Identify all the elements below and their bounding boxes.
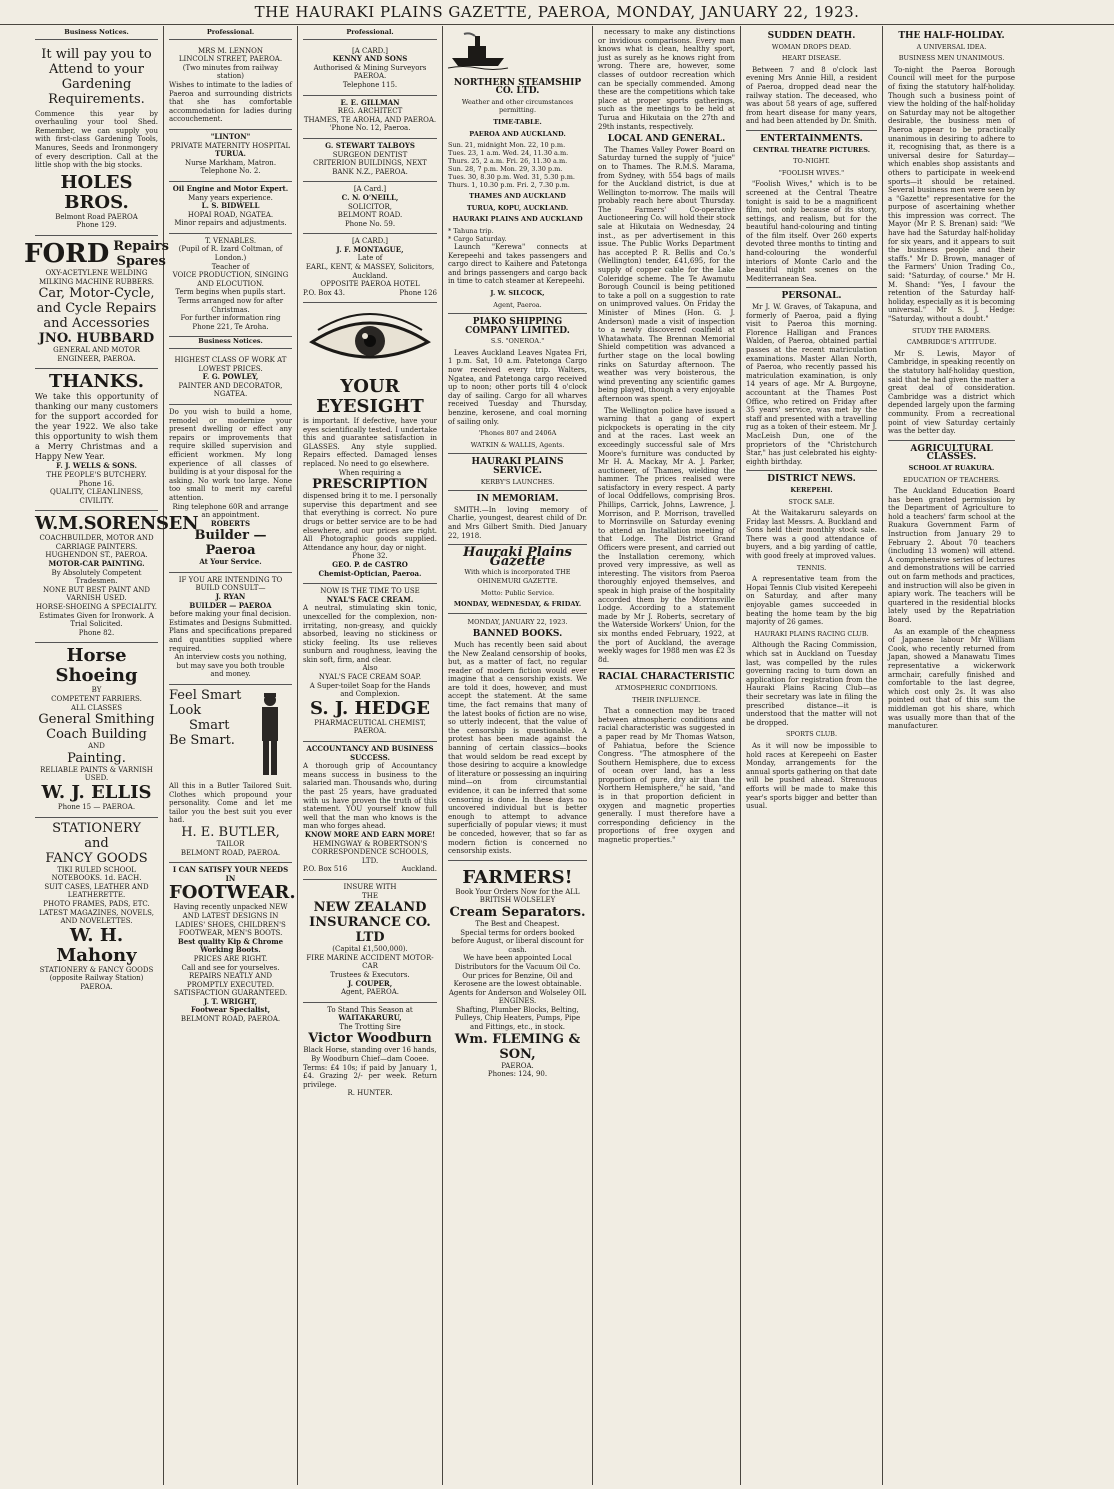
central-theatre: CENTRAL THEATRE PICTURES. (753, 145, 870, 154)
montague-card: [A CARD.] (351, 237, 388, 246)
lennon-body: Wishes to intimate to the ladies of Paeroa and surrounding districts that she has comfortable accommodation for ladies during accouchement. (169, 80, 292, 124)
garden-body: Commence this year by overhauling your tool Shed. Remember, we can supply you with first-class Gardening Tools, Manures, Seeds and Ironmongery of every description. Call at the little shop with the big stocks. (35, 109, 158, 170)
influence: THEIR INFLUENCE. (632, 695, 701, 704)
insure: INSURE WITH (343, 882, 397, 891)
feel-smart: Feel Smart (169, 688, 242, 703)
holes-bros-ad (35, 44, 158, 236)
gentleman-illustration (250, 690, 290, 780)
be-smart: Be Smart. (169, 733, 235, 748)
bidwell-repairs: Minor repairs and adjustments. (174, 219, 287, 228)
sorensen-phone: Phone 82. (78, 628, 115, 637)
castro-sub: Chemist-Optician, Paeroa. (318, 568, 422, 578)
column-5 (593, 26, 741, 1485)
oneill-phone: Phone No. 59. (344, 219, 396, 228)
kenny-card: [A CARD.] (351, 46, 388, 55)
venables-name: T. VENABLES. (204, 236, 257, 245)
farmers: FARMERS! (462, 866, 573, 888)
couper-sub: Agent, PAEROA. (341, 988, 399, 997)
venables-terms: Term begins when pupils start. Terms arranged now for after Christmas. (175, 288, 286, 314)
cambridge: CAMBRIDGE'S ATTITUDE. (906, 338, 997, 347)
footwear-body: Having recently unpacked NEW AND LATEST DESIGNS IN LADIES' SHOES, CHILDREN'S FOOTWEAR, MEN'S BOOTS. (173, 903, 288, 938)
lennon-address: LINCOLN STREET, PAEROA. (178, 55, 283, 64)
gillman-sub: REG. ARCHITECT (337, 107, 403, 116)
tahuna-note: * Tahuna trip. (448, 226, 494, 235)
universal: A UNIVERSAL IDEA. (916, 42, 987, 51)
trotting: The Trotting Sire (339, 1022, 401, 1031)
roberts-ad (169, 405, 292, 573)
hedge-sub: PHARMACEUTICAL CHEMIST, PAEROA. (314, 718, 426, 736)
build-body: Do you wish to build a home, remodel or modernize your present dwelling or effect any repairs or improvements that require skilled supervision and efficient workmen. My long experience of all classes of building is at your disposal for the asking. No work too large. None too small to merit my careful attention. (169, 407, 292, 502)
satisfaction: SATISFACTION GUARANTEED. (173, 989, 288, 998)
ford-wordmark: FORD (24, 238, 110, 269)
foolish-body: "Foolish Wives," which is to be screened at the Central Theatre tonight is said to be a magnificent film, not only because of its story, settings, and realism, but for the beautiful hand-colouring and tinting of the film itself. Over 260 experts devoted three months to tinting and hand-colouring the wonderful interiors of Monte Carlo and the beautiful night scenes on the Mediterranean Sea. (746, 180, 877, 283)
the: THE (362, 891, 378, 900)
banned-body: Much has recently been said about the New Zealand censorship of books, but, as a matter of fact, no regular reader of modern fiction would ever imagine that a censorship exists. We are told it does, however, and must accept the statement. At the same time, the fact remains that many of the latest books of fiction are no wise, so utterly indecent, that the value of the censorship is questionable. A protest has been made against the banning of certain classics—books that would seldom be read except by those desiring to acquire a knowledge of literature or possessing an inquiring mind—on from circumstantial evidence, it can be inferred that some censoring is done. In these days no uncovered individual but is better enough to attempt to advance superficially of popular views; it must be conceded, however, that so far as modern fiction is concerned no censorship exists. (448, 640, 587, 856)
study-farmers: STUDY THE FARMERS. (912, 326, 991, 335)
section-header: Business Notices. (35, 28, 158, 40)
stand: To Stand This Season at (327, 1005, 413, 1014)
gazette-sub: With which is incorporated THE OHINEMURI GAZETTE. (464, 568, 571, 585)
powley-ad (169, 353, 292, 405)
butler-body: All this in a Butler Tailored Suit. Clothes which propound your personality. Come and let me tailor you the best suit you ever had. (169, 782, 292, 825)
sorensen-line: HUGHENDON ST., PAEROA. (45, 551, 148, 560)
bidwell-name: L. S. BIDWELL (201, 201, 260, 211)
racial-heading: RACIAL CHARACTERISTIC (598, 672, 735, 683)
kenny-ad (303, 44, 437, 96)
northern-steamship: NORTHERN STEAMSHIP CO. LTD. (453, 77, 582, 97)
prescription-body: dispensed bring it to me. I personally supervise this department and see that everything is correct. No pure drugs or better service are to be had elsewhere, and our prices are right. All Photographic goods supplied. Attendance any hour, day or night. (303, 492, 437, 552)
repairs: REPAIRS NEATLY AND PROMPTLY EXECUTED. (186, 972, 275, 989)
terms: Terms: £4 10s; if paid by January 1, £4. Grazing 2/- per week. Return privilege. (303, 1063, 437, 1089)
stock-sale: STOCK SALE. (788, 497, 835, 506)
ellis-ad (35, 643, 158, 817)
shafting: Shafting, Plumber Blocks, Belting, Pulleys, Chip Heaters, Pumps, Pipe and Fittings, etc., in stock. (454, 1005, 581, 1032)
route-turua: TURUA, KOPU, AUCKLAND. (466, 203, 569, 212)
foolish-title: "FOOLISH WIVES." (778, 168, 845, 177)
stationery-and: and (84, 835, 109, 851)
sports-club: SPORTS CLUB. (785, 730, 838, 739)
ruakura: SCHOOL AT RUAKURA. (908, 463, 995, 472)
distributors: We have been appointed Local Distributors for the Vacuum Oil Co. (454, 954, 581, 971)
nz-insurance-1: NEW ZEALAND (313, 900, 427, 916)
castro-name: GEO. P. de CASTRO (332, 559, 408, 569)
atmospheric: ATMOSPHERIC CONDITIONS. (615, 683, 718, 692)
car-line: Car, Motor-Cycle, (38, 286, 155, 302)
tennis: TENNIS. (796, 563, 827, 572)
ryan-name: J. RYAN (215, 592, 246, 602)
schedule-row: Sun. 21, midnight Mon. 22, 10 p.m. (448, 141, 566, 150)
know-more: KNOW MORE AND EARN MORE! (304, 829, 436, 839)
gillman-phone: 'Phone No. 12, Paeroa. (329, 124, 411, 133)
hubbard-ad (24, 236, 169, 369)
montague-box: P.O. Box 43. (303, 288, 345, 297)
satisfy: I CAN SATISFY YOUR NEEDS IN (172, 865, 289, 883)
powley-name: F. G. POWLEY, (202, 372, 259, 382)
schedule-row: Thurs. 1, 10.30 p.m. Fri. 2, 7.30 p.m. (448, 181, 570, 190)
car-line: and Accessories (43, 316, 150, 332)
sorensen-line: COACHBUILDER, MOTOR AND (39, 534, 154, 543)
victor-name: Victor Woodburn (308, 1031, 432, 1047)
woman-drops: WOMAN DROPS DEAD. (771, 42, 852, 51)
coach-building: Coach Building (46, 727, 147, 743)
wells-quality: QUALITY, CLEANLINESS, CIVILITY. (49, 488, 144, 505)
linton-sub: PRIVATE MATERNITY HOSPITAL (170, 141, 291, 150)
butler-name: H. E. BUTLER, (181, 824, 280, 840)
victor-ad (303, 1003, 437, 1103)
sorensen-line: CARRIAGE PAINTERS. (55, 542, 138, 551)
gillman-address: THAMES, TE AROHA, AND PAEROA. (303, 115, 437, 124)
and: AND (88, 742, 105, 751)
holes-bros-name: HOLES BROS. (60, 171, 133, 213)
montague-late: Late of (357, 254, 383, 263)
nyal-soap: NYAL'S FACE CREAM SOAP. (318, 673, 422, 682)
banned-heading: BANNED BOOKS. (472, 629, 563, 640)
kenny-name: KENNY AND SONS (332, 54, 408, 64)
half-holiday-heading: THE HALF-HOLIDAY. (898, 31, 1005, 41)
venables-pupil: (Pupil of R. Izard Coltman, of London.) (178, 245, 283, 263)
wells-ad (35, 369, 158, 511)
garden-line: Requirements. (48, 91, 145, 107)
couper-name: J. COUPER, (347, 978, 393, 988)
bidwell-address: HOPAI ROAD, NGATEA. (187, 210, 274, 219)
kenny-sub: Authorised & Mining Surveyors PAEROA. (313, 63, 427, 81)
racial-body: That a connection may be traced between atmospheric conditions and racial characteristic was suggested in a paper read by Mr Thomas Watson, of Pahiatua, before the Science Congress. "The atmosphere of the Southern Hemisphere, due to excess of ocean over land, has a less proportion of pure, dry air than the Northern Hemisphere," he said, "and is in that proportion deficient in oxygen and magnetic properties generally. I must therefore have a corresponding deficiency in the proportions of free oxygen and magnetic properties." (598, 707, 735, 845)
fleming-name: Wm. FLEMING & SON, (454, 1031, 581, 1062)
cambridge-body: Mr S. Lewis, Mayor of Cambridge, in speaking recently on the statutory half-holiday question, said that he had given the matter a great deal of consideration. Cambridge was a district which depended largely upon the farming community. From a recreational point of view Saturday certainly was the better day. (888, 349, 1015, 436)
silcock: J. W. SILCOCK, (490, 288, 545, 297)
motor-painting: MOTOR-CAR PAINTING. (48, 559, 145, 569)
piako-body: Leaves Auckland Leaves Ngatea Fri, 1 p.m. Sat, 10 a.m. Patetonga Cargo now received every trip. Walters, Ngatea, and Patetonga cargo received up to noon; other ports till 4 o'clock day of sailing. Cargo for all wharves received Tuesday and Thursday, benzine, kerosene, and coal morning of sailing only. (448, 348, 587, 426)
hemingway-ad (303, 742, 437, 880)
hps-heading: HAURAKI PLAINS SERVICE. (471, 457, 564, 476)
oneill-card: [A Card.] (353, 185, 387, 194)
garden-line: It will pay you to (41, 46, 152, 62)
piako-phones: 'Phones 807 and 2406A (478, 429, 557, 438)
by: BY (91, 686, 102, 695)
mahony-opp: (opposite Railway Station) (49, 974, 144, 983)
unanimous: BUSINESS MEN UNANIMOUS. (898, 54, 1005, 63)
talboys-sub: SURGEON DENTIST (332, 150, 408, 159)
montague-ad (303, 234, 437, 303)
tradesmen: By Absolutely Competent Tradesmen. (51, 568, 142, 586)
lennon-note: (Two minutes from railway station) (182, 63, 279, 81)
steamship-icon (448, 30, 508, 70)
gazette-logo: Hauraki Plains Gazette (463, 545, 572, 569)
prices-right: PRICES ARE RIGHT. (193, 954, 268, 963)
nyal-cream: NYAL'S FACE CREAM. (326, 594, 414, 604)
painting: Painting. (67, 750, 126, 766)
hubbard-name: JNO. HUBBARD (38, 331, 155, 347)
soap-body: A Super-toilet Soap for the Hands and Complexion. (309, 681, 431, 699)
ellis-name: W. J. ELLIS (41, 781, 152, 803)
nurse: Nurse Markham, Matron. Telephone No. 2. (184, 158, 277, 176)
ford-spares: Spares (116, 253, 166, 269)
now-time: NOW IS THE TIME TO USE (320, 587, 420, 596)
wright-ad (169, 863, 296, 1029)
insurance-ad (303, 880, 437, 1003)
mahony-sub: STATIONERY & FANCY GOODS (39, 965, 154, 974)
section-header: Business Notices. (169, 337, 292, 349)
car-line: and Cycle Repairs (36, 301, 157, 317)
venables-teacher: Teacher of (211, 262, 250, 271)
district-heading: DISTRICT NEWS. (767, 474, 856, 485)
garden-line: Gardening (61, 76, 132, 92)
venables-info: For further information ring Phone 221, Te Aroha. (180, 314, 281, 331)
kerepehi: KEREPEHI. (790, 485, 833, 494)
also: Also (362, 664, 378, 673)
montague-firm: EARL, KENT, & MASSEY, Solicitors, Auckland. (305, 263, 435, 280)
ford-line: MILKING MACHINE RUBBERS. (38, 277, 155, 286)
photo-frames: PHOTO FRAMES, PADS, ETC. (43, 899, 150, 908)
oneill-ad (303, 182, 437, 234)
column-4 (443, 26, 593, 1485)
castro-phone: Phone 32. (352, 552, 388, 561)
schedule-row: Tues. 30, 8.30 p.m. Wed. 31, 5.30 p.m. (448, 173, 575, 182)
linton-name: "LINTON" (210, 131, 251, 141)
suit-cases: SUIT CASES, LEATHER AND LEATHERETTE. (44, 882, 149, 900)
tiki: TIKI RULED SCHOOL NOTEBOOKS. 1d. EACH. (51, 865, 142, 883)
accountancy: ACCOUNTANCY AND BUSINESS SUCCESS. (306, 744, 434, 762)
route-hauraki: HAURAKI PLAINS AND AUCKLAND (452, 215, 583, 224)
butler-tailor: TAILOR (216, 839, 245, 848)
montague-opp: OPPOSITE PAEROA HOTEL (320, 280, 420, 289)
mahony-ad (35, 818, 158, 997)
tennis-body: A representative team from the Hopai Tennis Club visited Kerepeehi on Saturday, and after many enjoyable games succeeded in beating the home team by the big majority of 26 games. (746, 575, 877, 627)
hedge-name: S. J. HEDGE (310, 697, 430, 719)
stationery: STATIONERY (52, 820, 141, 836)
all-classes: ALL CLASSES (70, 703, 122, 712)
ryan-interview: An interview costs you nothing, but may save you both trouble and money. (174, 653, 287, 679)
launch-body: Launch "Kerewa" connects at Kerepeehi and takes passengers and cargo direct to Kaihere and Patetonga and brings passengers and cargo back in time to catch steamer at Kerepeehi. (448, 242, 587, 286)
linton-ad (169, 130, 292, 182)
oil-engine: Oil Engine and Motor Expert. (172, 183, 289, 193)
sport-article: necessary to make any distinctions or invidious comparisons. Every man knows what is clean, healthy sport, just as surely as he knows right from wrong. There are, however, some classes of outdoor recreation which can be specially commended. Among these are the competitions which take place at proper sports gatherings, such as the meetings to be held at Turua and Hikutaia on the 27th and 29th instants, respectively. (598, 28, 735, 131)
ring: Ring telephone 60R and arrange an appointment. (172, 502, 289, 520)
none-but: NONE BUT BEST PAINT AND VARNISH USED. (43, 585, 150, 603)
general-smithing: General Smithing (38, 712, 155, 728)
horse-shoeing-speciality: HORSE-SHOEING A SPECIALITY. (35, 603, 158, 612)
dateline: MONDAY, JANUARY 22, 1923. (467, 617, 568, 626)
wright-sub: Footwear Specialist, (190, 1005, 271, 1015)
sudden-body: Between 7 and 8 o'clock last evening Mrs Annie Hill, a resident of Paeroa, dropped dead near the railway station. The deceased, who was about 58 years of age, suffered from heart disease for many years, and had been attended by Dr. Smith. (746, 65, 877, 126)
waitakaruru: WAITAKARURU, (338, 1013, 402, 1023)
mahony-town: PAEROA. (80, 982, 113, 991)
cream-separators: Cream Separators. (449, 904, 586, 920)
turua: TURUA. (215, 149, 246, 159)
weather: Weather and other circumstances permitting. (461, 97, 574, 115)
piako-heading: PIAKO SHIPPING COMPANY LIMITED. (465, 317, 570, 336)
oneill-name: C. N. O'NEILL, (341, 192, 399, 202)
garden-line: Attend to your (48, 61, 145, 77)
wright-address: BELMONT ROAD, PAEROA. (180, 1015, 281, 1024)
accountancy-body: A thorough grip of Accountancy means success in business to the salaried man. Thousands who, during the past 25 years, have graduated with us have proven the truth of this statement. YOU yourself know full well that the man who knows is the man who forges ahead. (303, 762, 437, 831)
butler-address: BELMONT ROAD, PAEROA. (180, 848, 281, 857)
call: Call and see for yourselves. (181, 963, 280, 972)
ryan-before: before making your final decision. (169, 610, 292, 619)
castro-ad (303, 303, 437, 584)
half-body: To-night the Paeroa Borough Council will meet for the purpose of fixing the statutory half-holiday. Though such a business point of view the holding of the half-holiday on Saturday may not be altogether desirable, the business men of Paeroa appear to be practically unanimous in desiring to adhere to it, recognising that, as there is a universal desire for Saturday—which enables shop assistants and others to participate in week-end sports—it should be retained. Several business men were seen by a "Gazette" representative for the purpose of ascertaining whether this impression was correct. The Mayor (Mr P. S. Brenan) said: "We have had the Saturday half-holiday for six years, and it appears to suit the business people and their staffs." Mr D. Brown, manager of the Farmers' Union Trading Co., said: "Saturday, of course." Mr H. M. Shand: "Yes, I favour the retention of the Saturday half-holiday, especially as it is becoming universal." Mr S. J. Hedge: "Saturday, without a doubt." (888, 65, 1015, 323)
stock-body: At the Waitakaruru saleyards on Friday last Messrs. A. Buckland and Sons held their monthly stock sale. There was a good attendance of buyers, and a big yarding of cattle, with good freely at improved values. (746, 509, 877, 561)
holes-bros-phone: Phone 129. (76, 221, 117, 230)
hedge-ad (303, 584, 437, 742)
wells-name: F. J. WELLS & SONS. (56, 461, 137, 471)
roberts-name: ROBERTS (210, 518, 251, 528)
oneill-sub: SOLICITOR, (348, 202, 392, 211)
fancy-goods: FANCY GOODS (45, 850, 148, 866)
wells-phone: Phone 16. (78, 479, 115, 488)
bidwell-ad (169, 182, 292, 234)
ryan-builder: BUILDER — PAEROA (189, 600, 272, 610)
prescription: PRESCRIPTION (312, 477, 428, 493)
sports-body: As it will now be impossible to hold races at Kerepeehi on Easter Monday, arrangements for the annual sports gathering on that date will be pushed ahead. Strenuous efforts will be made to make this year's sports bigger and better than usual. (746, 741, 877, 811)
kenny-phone: Telephone 115. (342, 80, 398, 89)
look: Look (169, 703, 202, 718)
reliable: RELIABLE PAINTS & VARNISH USED. (40, 765, 153, 783)
oneroa: S.S. "ONEROA." (490, 337, 545, 346)
sire: By Woodburn Chief—dam Cooee. (311, 1055, 429, 1064)
roberts-builder: Builder — Paeroa (194, 528, 267, 559)
lennon-name: MRS M. LENNON (198, 46, 263, 55)
special-terms: Special terms for orders booked before August, or liberal discount for cash. (451, 928, 584, 954)
local-heading: LOCAL AND GENERAL. (607, 134, 726, 145)
education: EDUCATION OF TEACHERS. (903, 475, 1000, 484)
latest-magazines: LATEST MAGAZINES, NOVELS, AND NOVELETTES. (39, 908, 154, 926)
ryan-ad (169, 573, 292, 685)
eye-illustration (308, 310, 432, 370)
days: MONDAY, WEDNESDAY, & FRIDAY. (453, 600, 582, 609)
column-7 (883, 26, 1020, 1485)
watkin: WATKIN & WALLIS, Agents. (470, 440, 565, 449)
tonight: TO-NIGHT. (793, 157, 830, 166)
thanks-body: We take this opportunity of thanking our many customers for the support accorded for the year 1922. We also take this opportunity to wish them a Merry Christmas and a Happy New Year. (35, 392, 158, 462)
ford-line: OXY-ACETYLENE WELDING (45, 268, 148, 277)
sorensen-name: W.M.SORENSEN (35, 513, 199, 535)
gillman-name: E. E. GILLMAN (340, 97, 400, 107)
heart-disease: HEART DISEASE. (781, 54, 842, 63)
column-2 (164, 26, 298, 1485)
fire-marine: FIRE MARINE ACCIDENT MOTOR-CAR (306, 953, 434, 971)
talboys-address: CRITERION BUILDINGS, NEXT BANK N.Z., PAEROA. (313, 159, 427, 176)
agri-body: The Auckland Education Board has been granted permission by the Department of Agriculture to hold a teachers' farm school at the Ruakura Government Farm of Instruction from January 29 to February 2. About 70 teachers (including 13 women) will attend. A comprehensive series of lectures and demonstrations will be carried out on farm methods and practices, and instruction will also be given in apiary work. The teachers will be quartered in the residential blocks lately used by the Repatriation Board. (888, 487, 1015, 624)
route-thames: THAMES AND AUCKLAND (469, 192, 566, 201)
montague-phone: Phone 126 (399, 288, 437, 297)
memoriam-body: SMITH.—In loving memory of Charlie, youngest, dearest child of Dr. and Mrs Gilbert Smith. Died January 22, 1918. (448, 505, 587, 540)
holes-bros-address: Belmont Road PAEROA (55, 212, 138, 221)
gillman-ad (303, 96, 437, 139)
trustees: Trustees & Executors. (330, 970, 410, 979)
thanks-heading: THANKS. (48, 371, 145, 393)
cheap-body: As an example of the cheapness of Japanese labour Mr William Cook, who recently returned from Japan, showed a Manawatu Times representative a wickerwork armchair, carefully finished and comfortable to the last degree, which cost only 2s. It was also pointed out that of this sum the middleman got his share, which was usually more than that of the manufacturer. (888, 627, 1015, 731)
capital: (Capital £1,500,000). (332, 945, 408, 954)
mahony-name: W. H. Mahony (56, 924, 137, 966)
schedule-row: Tues. 23, 1 a.m. Wed. 24, 11.30 a.m. (448, 149, 569, 158)
horse-desc: Black Horse, standing over 16 hands, (303, 1046, 437, 1055)
butler-ad (169, 685, 292, 863)
estimates: Estimates Given for Ironwork. A Trial Solicited. (39, 611, 154, 629)
eyesight-body: is important. If defective, have your eyes scientifically tested. I undertake this and guarantee satisfaction in GLASSES. Any style supplied. Repairs effected. Damaged lenses replaced. No need to go elsewhere. (303, 417, 437, 468)
sudden-heading: SUDDEN DEATH. (767, 31, 856, 41)
personal-heading: PERSONAL. (781, 291, 842, 302)
fleming-ad (448, 865, 587, 1084)
schedule-row: Thurs. 25, 2 a.m. Fri. 26, 11.30 a.m. (448, 157, 568, 166)
talboys-name: G. STEWART TALBOYS (325, 140, 415, 150)
benzine: Our prices for Benzine, Oil and Kerosene are the lowest obtainable. (453, 971, 582, 989)
requiring: When requiring a (338, 468, 402, 477)
columns (24, 26, 1108, 1485)
nyal-body: A neutral, stimulating skin tonic, unexcelled for the complexion, non-irritating, non-greasy, and quickly absorbed, leaving no stickiness or sticky feeling. Its use relieves sunburn and roughness, leaving the skin soft, firm, and clear. (303, 604, 437, 664)
column-3 (298, 26, 443, 1485)
racing-body: Although the Racing Commission, which sat in Auckland on Tuesday last, was compelled by the rules governing racing to turn down an application for registration from the Hauraki Plains Racing Club—as their secretary was late in filing the prescribed distance—it is understood that the matter will not be dropped. (746, 641, 877, 727)
hubbard-sub: GENERAL AND MOTOR ENGINEER, PAEROA. (53, 346, 140, 363)
cargo-note: * Cargo Saturday. (448, 234, 507, 243)
oneill-address: BELMONT ROAD. (337, 211, 403, 220)
fleming-town: PAEROA. (501, 1061, 534, 1070)
fleming-phones: Phones: 124, 90. (487, 1070, 548, 1079)
local-body: The Thames Valley Power Board on Saturday turned the supply of "juice" on to Thames. The R.M.S. Marama, from Sydney, with 554 bags of mails for the Auckland district, is due at Wellington to-morrow. The mails will probably reach here about Thursday. The Farmers' Co-operative Auctioneering Co. will hold their stock sale at Hikutaia on Wednesday, 24 inst., as per advertisement in this issue. The Public Works Department has accepted P. R. Bellis and Co.'s (Wellington) tender, £41,695, for the supply of copper cable for the Lake Coleridge scheme. The Te Awamutu Borough Council is being petitioned to take a poll on a suggestion to rate on unimproved values. On Friday the Minister of Mines (Hon. G. J. Anderson) made a visit of inspection to a newly discovered coalfield at Whatawhata. The Brennan Memorial Shield competition was advanced a further stage on the local bowling rinks on Saturday afternoon. The weather was very boisterous, the wind preventing any scientific games being played, though a very enjoyable afternoon was spent. (598, 145, 735, 403)
ellis-phone: Phone 15 — PAEROA. (57, 802, 136, 811)
section-header: Professional. (169, 28, 292, 40)
personal-body: Mr J. W. Graves, of Takapuna, and formerly of Paeroa, paid a flying visit to Paeroa this morning. Florence Halligan and Frances Walden, of Paeroa, obtained partial passes at the recent matriculation examinations. Master Allan North, of Paeroa, who recently passed his matriculation examination, is only 14 years of age. Mr A. Burgoyne, accountant at the Thames Post Office, who retired on Friday after 35 years' service, was met by the staff and presented with a travelling rug as a token of their esteem. Mr J. MacLeish Dun, one of the proprietors of the "Christchurch Star," has just celebrated his eighty-eighth birthday. (746, 303, 877, 466)
hunter: R. HUNTER. (347, 1089, 393, 1098)
kip: Best quality Kip & Chrome Working Boots. (177, 936, 284, 955)
best-cheapest: The Best and Cheapest. (475, 919, 560, 928)
montague-name: J. F. MONTAGUE, (336, 244, 404, 254)
ryan-estimates: Estimates and Designs Submitted. Plans and specifications prepared and quantities supplied where required. (169, 618, 292, 653)
agri-heading: AGRICULTURAL CLASSES. (910, 443, 993, 463)
hemingway: HEMINGWAY & ROBERTSON'S CORRESPONDENCE SCHOOLS, LTD. (311, 839, 429, 865)
sorensen-ad (35, 511, 199, 643)
column-6 (741, 26, 883, 1485)
intending: IF YOU ARE INTENDING TO BUILD CONSULT— (178, 575, 283, 593)
schedule-row: Sun. 28, 7 p.m. Mon. 29, 3.30 p.m. (448, 165, 563, 174)
section-header: Professional. (303, 28, 437, 40)
powley-sub: PAINTER AND DECORATOR, NGATEA. (178, 381, 283, 399)
silcock-sub: Agent, Paeroa. (493, 300, 542, 309)
motto: Motto: Public Service. (480, 588, 555, 597)
masthead: THE HAURAKI PLAINS GAZETTE, PAEROA, MONDAY, JANUARY 22, 1923. (0, 0, 1114, 25)
venables-ad (169, 234, 292, 338)
ford-repairs: Repairs (113, 238, 169, 254)
kerby: KERBY'S LAUNCHES. (480, 477, 555, 486)
farmers-body: Book Your Orders Now for the ALL BRITISH WOLSELEY (455, 887, 580, 905)
highest: HIGHEST CLASS OF WORK AT LOWEST PRICES. (174, 356, 287, 373)
nz-insurance-2: INSURANCE CO. LTD (309, 915, 431, 946)
memoriam-heading: IN MEMORIAM. (476, 494, 559, 505)
entertainments-heading: ENTERTAINMENTS. (760, 133, 863, 144)
wellington-body: The Wellington police have issued a warning that a gang of expert pickpockets is operating in the city and at the races. Last week an exceedingly successful sale of Mrs Moore's furniture was conducted by Mr H. A. Mackay, Mr A. J. Parker, auctioneer, of Thames, wielding the hammer. The prices realised were satisfactory in every respect. A party of local Oddfellows, comprising Bros. Phillips, Carrick, Johns, Lawrence, J. Morrison, and P. Morrison, travelled to Morrinsville on Saturday evening to attend an Installation meeting of that Lodge. The District Grand Officers were present, and carried out the Installation ceremony, which proved very impressive, as well as interesting. The visitors from Paeroa thoroughly enjoyed themselves, and speak in high praise of the hospitality accorded them by the Morrinsville Lodge. According to a statement made by Mr J. Roberts, secretary of the Waterside Workers' Union, for the six months ended February, 1922, at the port of Auckland, the average weekly wages for 1988 men was £2 3s 8d. (598, 406, 735, 664)
butchery-name: THE PEOPLE'S BUTCHERY. (46, 470, 147, 479)
venables-voice: VOICE PRODUCTION, SINGING AND ELOCUTION. (172, 271, 289, 288)
route-paeroa: PAEROA AND AUCKLAND. (469, 129, 566, 138)
lennon-ad (169, 44, 292, 130)
hem-box: P.O. Box 516 (303, 865, 348, 874)
footwear: FOOTWEAR. (169, 882, 296, 904)
oil-experience: Many years experience. (188, 193, 273, 202)
agents: Agents for Anderson and Wolseley OIL ENGINES. (448, 988, 587, 1006)
timetable: TIME-TABLE. (493, 117, 542, 126)
horse-shoeing: Horse Shoeing (55, 645, 138, 687)
wright-name: J. T. WRIGHT, (203, 996, 258, 1006)
roberts-service: At Your Service. (199, 557, 262, 567)
eyesight-heading: YOUR EYESIGHT (316, 376, 424, 418)
farriers: COMPETENT FARRIERS. (51, 695, 142, 703)
hem-city: Auckland. (401, 865, 437, 874)
racing-club: HAURAKI PLAINS RACING CLUB. (754, 629, 869, 638)
smart: Smart (189, 718, 230, 733)
talboys-ad (303, 139, 437, 182)
